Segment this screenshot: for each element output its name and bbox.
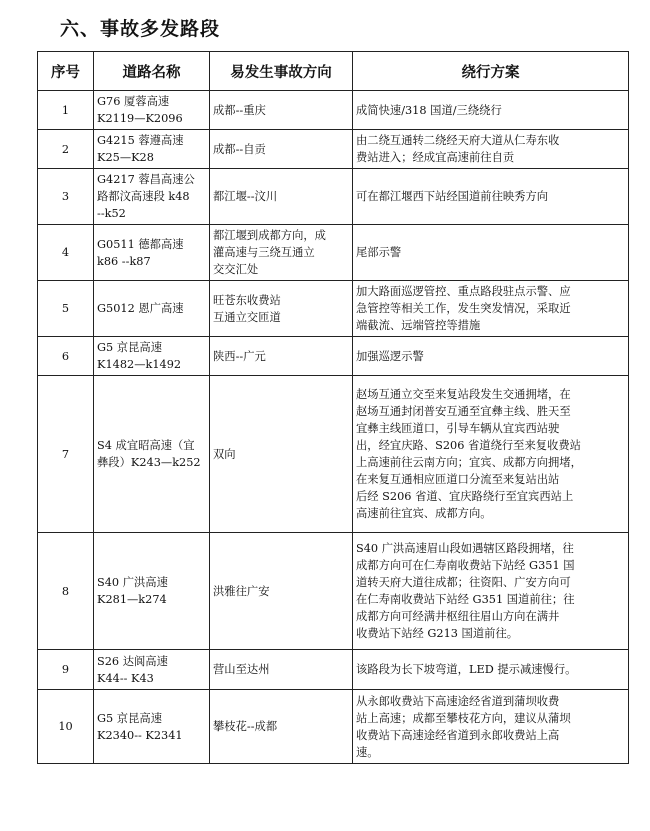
- cell-plan-line: 尾部示警: [356, 246, 402, 259]
- cell-road-line: K1482—k1492: [97, 358, 182, 371]
- cell-seq-text: 8: [61, 584, 70, 598]
- cell-plan: [353, 690, 629, 764]
- cell-plan-line: 站上高速；成都至攀枝花方向，建议从蒲坝: [356, 711, 571, 725]
- cell-plan-line: 上高速前往云南方向；宜宾、成都方向拥堵，: [356, 456, 582, 469]
- cell-plan-line: 赵场互通封闭普安互通至宜彝主线、胜天至: [356, 405, 571, 418]
- cell-road: [94, 650, 210, 690]
- cell-plan-line: 宜彝主线匝道口，引导车辆从宜宾西站驶: [356, 422, 560, 435]
- cell-direction: [210, 169, 353, 225]
- cell-plan-line: 赵场互通立交至来复站段发生交通拥堵，在: [356, 388, 571, 401]
- cell-seq: [38, 91, 94, 130]
- cell-plan-line: 成都方向可在仁寿南收费站下站经 G351 国: [356, 559, 575, 572]
- cell-plan: [353, 376, 629, 533]
- cell-plan-line: 成都方向可经满井枢纽往眉山方向在满井: [356, 610, 560, 623]
- cell-seq-text: 5: [61, 302, 70, 315]
- cell-road-line: K281—k274: [97, 593, 167, 606]
- cell-plan-line: 由二绕互通转二绕经天府大道从仁寿东收: [356, 134, 560, 147]
- cell-direction-line: 营山至达州: [213, 663, 270, 676]
- table-row: [38, 281, 629, 337]
- cell-plan-line: 成简快速/318 国道/三绕绕行: [356, 103, 502, 117]
- cell-plan-line: 道转天府大道往成都；往资阳、广安方向可: [356, 576, 571, 589]
- cell-road: [94, 337, 210, 376]
- cell-seq-text: 4: [61, 246, 70, 259]
- cell-direction-line: 成都--重庆: [213, 103, 266, 117]
- cell-direction-line: 交交汇处: [213, 263, 259, 276]
- cell-direction: [210, 225, 353, 281]
- cell-plan-line: 可在都江堰西下站经国道前往映秀方向: [356, 190, 549, 203]
- header-road: 道路名称: [94, 52, 210, 91]
- cell-direction-line: 双向: [213, 447, 236, 461]
- cell-seq-text: 9: [61, 663, 70, 676]
- cell-direction-line: 洪雅往广安: [213, 584, 270, 598]
- cell-plan: [353, 225, 629, 281]
- cell-road-line: G0511 德都高速: [97, 237, 184, 251]
- table-row: [38, 376, 629, 533]
- cell-road-line: G4217 蓉昌高速公: [97, 173, 195, 186]
- cell-seq: [38, 376, 94, 533]
- cell-seq: [38, 130, 94, 169]
- cell-seq-text: 7: [61, 447, 70, 461]
- accident-road-table: [37, 51, 629, 764]
- cell-plan-line: 后经 S206 省道、宜庆路绕行至宜宾西站上: [356, 490, 574, 503]
- cell-seq-text: 1: [61, 103, 70, 117]
- cell-plan-line: 该路段为长下坡弯道，LED 提示减速慢行。: [356, 663, 577, 676]
- cell-road-line: K2340-- K2341: [97, 728, 183, 742]
- cell-direction: [210, 533, 353, 650]
- cell-seq-text: 2: [61, 142, 70, 156]
- cell-direction: [210, 281, 353, 337]
- cell-seq: [38, 337, 94, 376]
- page-title: 六、事故多发路段: [60, 18, 221, 40]
- cell-seq: [38, 533, 94, 650]
- header-direction: 易发生事故方向: [210, 52, 353, 91]
- cell-plan: [353, 533, 629, 650]
- cell-road-line: G76 厦蓉高速: [97, 95, 170, 108]
- cell-direction: [210, 337, 353, 376]
- cell-road-line: S4 成宜昭高速（宜: [97, 439, 195, 452]
- cell-road-line: G5 京昆高速: [97, 341, 162, 354]
- cell-direction: [210, 91, 353, 130]
- cell-road: [94, 533, 210, 650]
- table-row: [38, 337, 629, 376]
- cell-plan: [353, 130, 629, 169]
- cell-plan-line: 收费站下高速途经省道到永郎收费站上高: [356, 728, 560, 742]
- cell-seq: [38, 650, 94, 690]
- cell-road-line: G4215 蓉遵高速: [97, 134, 184, 147]
- cell-road-line: S40 广洪高速: [97, 576, 168, 589]
- header-plan: 绕行方案: [353, 52, 629, 91]
- cell-road-line: S26 达阆高速: [97, 654, 168, 668]
- cell-plan-line: 高速前往宜宾、成都方向。: [356, 507, 492, 520]
- cell-direction: [210, 130, 353, 169]
- cell-road: [94, 690, 210, 764]
- cell-direction: [210, 376, 353, 533]
- cell-plan: [353, 169, 629, 225]
- cell-plan-line: 加强巡逻示警: [356, 349, 424, 363]
- cell-road: [94, 130, 210, 169]
- cell-road-line: K2119—K2096: [97, 112, 183, 125]
- cell-road-line: 路都汶高速段 k48: [97, 190, 190, 203]
- cell-seq: [38, 690, 94, 764]
- cell-plan-line: 加大路面巡逻管控、重点路段驻点示警、应: [356, 285, 571, 298]
- cell-road-line: G5 京昆高速: [97, 711, 162, 725]
- cell-road-line: k86 --k87: [97, 254, 151, 268]
- cell-seq-text: 3: [61, 190, 70, 203]
- header-seq: 序号: [38, 52, 94, 91]
- cell-plan-line: 端截流、远端管控等措施: [356, 319, 481, 332]
- cell-plan-line: 在仁寿南收费站下站经 G351 国道前往；往: [356, 593, 575, 606]
- cell-direction-line: 互通立交匝道: [213, 310, 281, 324]
- cell-direction-line: 都江堰--汶川: [213, 190, 278, 203]
- cell-direction: [210, 690, 353, 764]
- cell-road-line: K25—K28: [97, 151, 154, 164]
- cell-plan-line: S40 广洪高速眉山段如遇辖区路段拥堵，往: [356, 542, 574, 555]
- cell-plan: [353, 91, 629, 130]
- cell-plan-line: 收费站下站经 G213 国道前往。: [356, 627, 519, 640]
- cell-road-line: --k52: [97, 207, 126, 220]
- table-row: [38, 533, 629, 650]
- cell-direction-line: 攀枝花--成都: [213, 720, 278, 733]
- cell-road-line: K44-- K43: [97, 671, 154, 685]
- cell-seq: [38, 281, 94, 337]
- cell-direction-line: 都江堰到成都方向，成: [213, 229, 326, 242]
- cell-plan-line: 速。: [356, 745, 379, 759]
- cell-plan: [353, 281, 629, 337]
- cell-plan: [353, 650, 629, 690]
- cell-plan: [353, 337, 629, 376]
- cell-road: [94, 225, 210, 281]
- table-row: [38, 91, 629, 130]
- table-row: [38, 690, 629, 764]
- cell-road: [94, 91, 210, 130]
- cell-plan-line: 出，经宜庆路、S206 省道绕行至来复收费站: [356, 439, 581, 452]
- cell-plan-line: 从永郎收费站下高速途经省道到蒲坝收费: [356, 694, 560, 708]
- cell-seq-text: 10: [58, 720, 73, 733]
- cell-direction-line: 成都--自贡: [213, 142, 266, 156]
- cell-seq: [38, 225, 94, 281]
- cell-road: [94, 169, 210, 225]
- cell-seq-text: 6: [61, 349, 70, 363]
- table-row: [38, 650, 629, 690]
- cell-road: [94, 376, 210, 533]
- cell-direction: [210, 650, 353, 690]
- cell-direction-line: 旺苍东收费站: [213, 293, 281, 307]
- cell-direction-line: 陕西--广元: [213, 349, 266, 363]
- cell-direction-line: 灌高速与三绕互通立: [213, 246, 315, 259]
- cell-road: [94, 281, 210, 337]
- table-row: [38, 130, 629, 169]
- cell-seq: [38, 169, 94, 225]
- table-row: [38, 169, 629, 225]
- table-row: [38, 225, 629, 281]
- cell-plan-line: 在来复互通相应匝道口分流至来复站出站: [356, 473, 560, 486]
- cell-road-line: G5012 恩广高速: [97, 302, 184, 315]
- cell-plan-line: 急管控等相关工作，发生突发情况，采取近: [356, 302, 571, 315]
- table-header-row: [38, 52, 629, 91]
- cell-plan-line: 费站进入；经成宜高速前往自贡: [356, 151, 515, 164]
- cell-road-line: 彝段）K243—k252: [97, 456, 201, 469]
